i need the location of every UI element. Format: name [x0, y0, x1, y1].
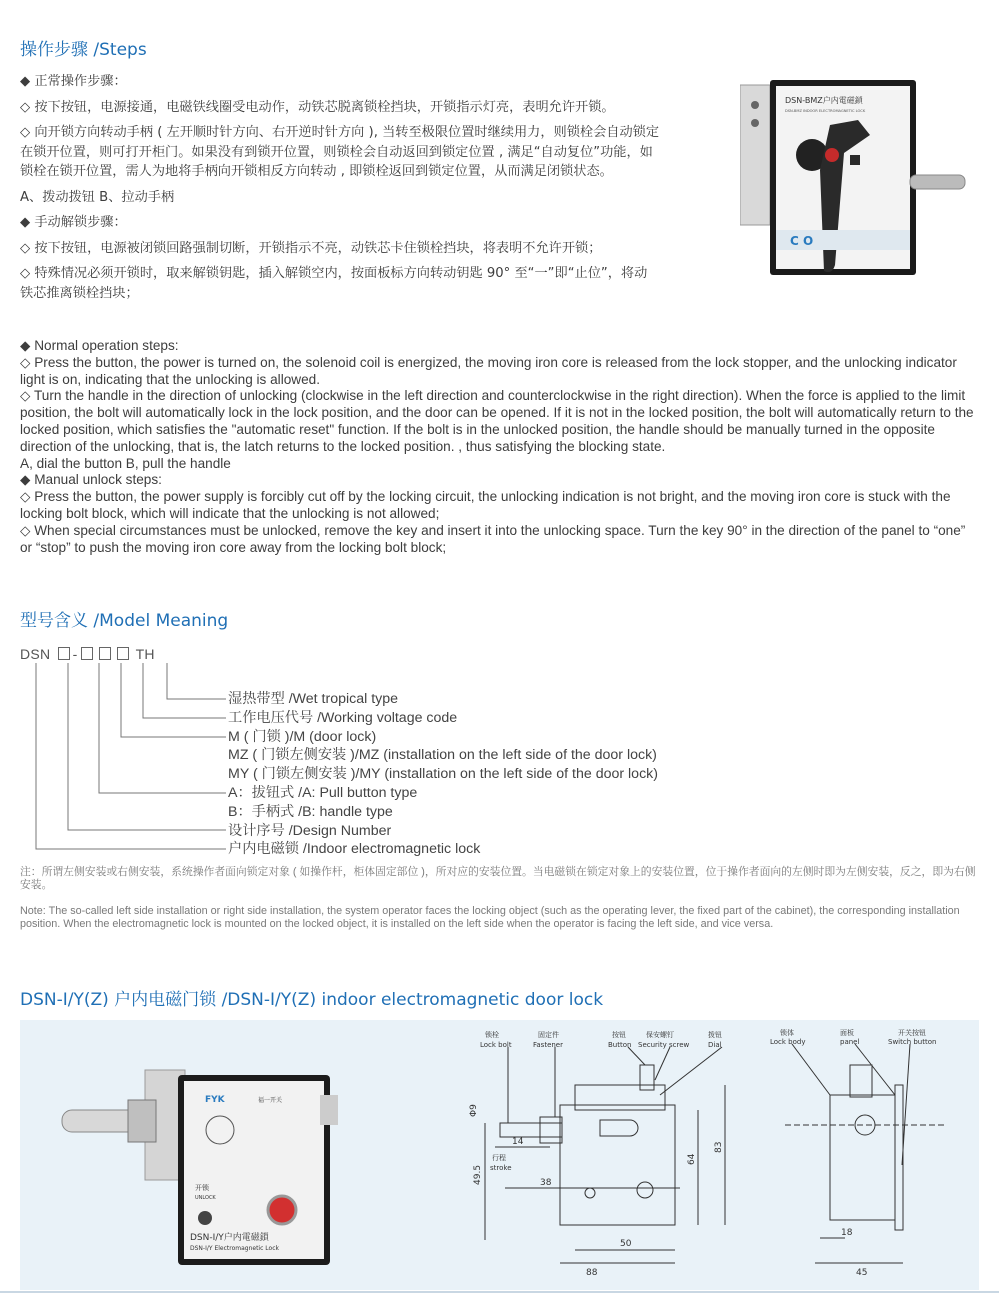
label-lock-bolt-cn: 锁栓 — [485, 1031, 499, 1039]
legend-item: MY ( 门锁左侧安装 )/MY (installation on the left side of the door lock) — [228, 766, 658, 783]
steps-english — [20, 338, 980, 556]
cn-step: ◆ 正常操作步骤： — [20, 74, 127, 89]
dim-phi: Φ9 — [469, 1104, 479, 1117]
legend-item: M ( 门锁 )/M (door lock) — [228, 728, 377, 745]
dim-14: 14 — [512, 1137, 524, 1147]
legend-item: A：拔钮式 /A: Pull button type — [228, 784, 418, 801]
door-lock-photo-top — [740, 75, 980, 335]
product-heading: DSN-I/Y(Z) 户内电磁门锁 /DSN-I/Y(Z) indoor electromagnetic door lock — [20, 990, 604, 1010]
dimension-drawing — [440, 1025, 960, 1285]
cn-step: ◇ 按下按钮，电源被闭锁回路强制切断，开锁指示不亮，动铁芯卡住锁栓挡块，将表明不允许开锁； — [20, 240, 602, 256]
en-step: ◇ When special circumstances must be unlocked, remove the key and insert it into the unlocking space. Turn the key 90° in the direction of the panel to “one” or “stop” to push the moving iron core away from the locking bolt block; — [20, 522, 966, 555]
cn-step: ◇ 向开锁方向转动手柄 ( 左开顺时针方向、右开逆时针方向 ), 当转至极限位置时继续用力，则锁栓会自动锁定在锁开位置，则可打开柜门。如果没有到锁开位置，则锁栓会自动返回到锁定位置 , 满足“自动复位”功能，如锁栓在锁开位置，需人为地将手柄向开锁相反方向转动 , 即锁栓返回到锁定位置，从而满足闭锁状态。 — [20, 125, 660, 179]
legend-item: 户内电磁锁 /Indoor electromagnetic lock — [228, 841, 481, 858]
cn-step: A、拨动拨钮 B、拉动手柄 — [20, 189, 175, 205]
model-heading: 型号含义 /Model Meaning — [20, 611, 229, 631]
label-lock-bolt-en: Lock bolt — [480, 1041, 512, 1049]
dim-83: 83 — [714, 1141, 724, 1153]
legend-item: 湿热带型 /Wet tropical type — [228, 691, 399, 707]
label-screw-en: Security screw — [638, 1041, 690, 1049]
bottom-rule — [0, 1291, 999, 1293]
dim-45: 45 — [856, 1268, 868, 1278]
en-step: ◆ Manual unlock steps: — [20, 472, 162, 488]
en-step: ◇ Press the button, the power is turned on, the solenoid coil is energized, the moving iron core is released from the lock stopper, and the unlocking indicator light is on, indicating that the unlocking is allowed. — [20, 354, 957, 387]
photo-brand-cn: 福一开关 — [258, 1097, 283, 1104]
label-switch-cn: 开关按钮 — [898, 1029, 926, 1037]
unlock-label-en: UNLOCK — [195, 1195, 216, 1201]
label-button-cn: 按钮 — [612, 1031, 626, 1039]
legend-item: B：手柄式 /B: handle type — [228, 803, 393, 820]
door-lock-photo — [60, 1050, 360, 1280]
photo-brand: FYK — [205, 1095, 225, 1105]
code-box — [117, 647, 129, 660]
dim-18: 18 — [841, 1228, 853, 1238]
en-step: ◇ Press the button, the power supply is forcibly cut off by the locking circuit, the unlocking indication is not bright, and the moving iron core is stuck with the locking bolt block, which will indicate that the unlocking is not allowed; — [20, 489, 951, 521]
label-lock-body-en: Lock body — [770, 1038, 806, 1046]
photo-title-en: DSN-I/Y Electromagnetic Lock — [190, 1245, 279, 1252]
en-step: A, dial the button B, pull the handle — [20, 455, 231, 471]
label-fastener-cn: 固定件 — [538, 1031, 559, 1039]
label-lock-body-cn: 锁体 — [780, 1029, 794, 1037]
cn-step: ◆ 手动解锁步骤： — [20, 215, 127, 230]
model-leader-lines — [0, 660, 240, 860]
model-legend — [228, 690, 658, 859]
steps-heading: 操作步骤 /Steps — [20, 40, 147, 60]
legend-item: MZ ( 门锁左侧安装 )/MZ (installation on the left side of the door lock) — [228, 747, 657, 764]
label-panel-cn: 面板 — [840, 1029, 854, 1037]
unlock-label-cn: 开锁 — [195, 1184, 209, 1192]
label-fastener-en: Fastener — [533, 1041, 563, 1049]
label-stroke-en: stroke — [490, 1164, 512, 1172]
note-english: Note: The so-called left side installation or right side installation, the system operator faces the locking object (such as the operating lever, the fixed part of the cabinet), the corresponding installation position. When the electromagnetic lock is mounted on the locked object, it is installed on the left side when the operator is facing the left side, and vice versa. — [20, 905, 960, 930]
dim-49-5: 49.5 — [473, 1164, 483, 1185]
dim-38: 38 — [540, 1178, 552, 1188]
model-prefix: DSN — [20, 646, 51, 662]
dim-50: 50 — [620, 1239, 632, 1249]
product-panel — [20, 1020, 979, 1290]
panel-title: DSN-BMZ户内電磁鎖 — [785, 96, 863, 105]
brand-logo: C O — [790, 234, 814, 248]
cn-step: ◇ 特殊情况必须开锁时，取来解锁钥匙，插入解锁空内，按面板标方向转动钥匙 90° 至“一”即“止位”，将动铁芯推离锁栓挡块； — [20, 266, 648, 301]
note-chinese: 注：所谓左侧安装或右侧安装，系统操作者面向锁定对象 ( 如操作杆，柜体固定部位 )，所对应的安装位置。当电磁锁在锁定对象上的安装位置，位于操作者面向的左侧时即为左侧安装，反之，即为右侧安装。 — [20, 866, 976, 891]
dim-64: 64 — [687, 1153, 697, 1165]
label-dial-cn: 拨钮 — [708, 1031, 722, 1039]
label-switch-en: Switch button — [888, 1038, 937, 1046]
code-box — [99, 647, 111, 660]
legend-item: 工作电压代号 /Working voltage code — [228, 709, 458, 726]
legend-item: 设计序号 /Design Number — [228, 822, 392, 839]
label-screw-cn: 保安螺钉 — [646, 1031, 674, 1039]
label-button-en: Button — [608, 1041, 632, 1049]
en-step: ◆ Normal operation steps: — [20, 338, 179, 353]
steps-chinese — [20, 72, 660, 309]
photo-title-cn: DSN-I/Y户内電磁鎖 — [190, 1233, 269, 1243]
panel-sub: DSN-BMZ INDOOR ELECTROMAGNETIC LOCK — [785, 109, 866, 113]
model-dash: - — [72, 646, 78, 662]
code-box — [81, 647, 93, 660]
label-stroke-cn: 行程 — [492, 1154, 506, 1162]
label-dial-en: Dial — [708, 1041, 722, 1049]
model-suffix: TH — [135, 646, 155, 662]
code-box — [58, 647, 70, 660]
dim-88: 88 — [586, 1268, 598, 1278]
cn-step: ◇ 按下按钮，电源接通，电磁铁线圈受电动作，动铁芯脱离锁栓挡块，开锁指示灯亮，表明允许开锁。 — [20, 99, 615, 115]
label-panel-en: panel — [840, 1038, 860, 1046]
en-step: ◇ Turn the handle in the direction of unlocking (clockwise in the left direction and counterclockwise in the right direction). When the force is applied to the limit position, the bolt will automatically lock in the lock position, and the door can be opened. If it is not in the locked position, the bolt will automatically return to the locked position, which satisfies the "automatic reset" function. If the bolt is in the unlocked position, the handle should be manually turned in the opposite direction of the unlocking, that is, the latch returns to the locked position. , thus satisfying the blocking state. — [20, 388, 974, 454]
